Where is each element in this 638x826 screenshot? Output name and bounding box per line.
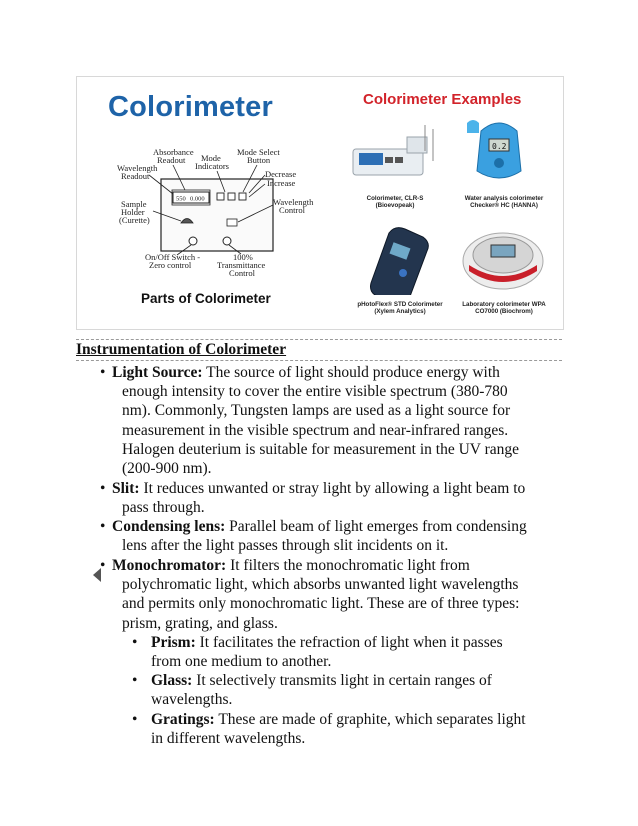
- bullet: •: [100, 364, 106, 381]
- colorimeter-parts-diagram: [77, 147, 327, 287]
- previous-page-arrow-icon[interactable]: [93, 568, 101, 582]
- label-curette: (Curette): [119, 215, 150, 225]
- text-line: nm). Commonly, Tungsten lamps are used as a light source for: [122, 402, 511, 419]
- example-2-maker: Checker® HC (HANNA): [470, 202, 538, 210]
- example-2-name: Water analysis colorimeter: [464, 195, 544, 202]
- text-line: It filters the monochromatic light from: [226, 557, 470, 574]
- figure-left-title: Colorimeter: [108, 91, 273, 123]
- example-caption-1: [345, 195, 445, 210]
- label-transmittance: Transmittance: [217, 260, 266, 270]
- sub-bullet: •: [132, 711, 138, 728]
- text-line: polychromatic light, which absorbs unwanted light wavelengths: [122, 576, 519, 593]
- text-line: in different wavelengths.: [151, 730, 306, 747]
- label-readout-2: Readout: [121, 171, 150, 181]
- text-line: and permits only monochromatic light. These are of three types:: [122, 595, 520, 612]
- colorimeter-figure: [76, 76, 564, 330]
- example-3-name: pHotoFlex® STD Colorimeter: [357, 301, 443, 308]
- text-line: measurement in the visible spectrum and near-infrared ranges.: [122, 422, 509, 439]
- example-3-maker: (Xylem Analytics): [374, 308, 426, 316]
- example-1-name: Colorimeter, CLR-S: [366, 195, 424, 202]
- example-caption-2: [449, 195, 559, 210]
- label-button: Button: [247, 155, 271, 165]
- divider-bottom: [76, 360, 562, 361]
- sub-bullet: •: [132, 634, 138, 651]
- figure-left-subtitle: Parts of Colorimeter: [141, 291, 271, 306]
- label-readout: Readout: [157, 155, 186, 165]
- divider-top: [76, 339, 562, 340]
- label-sample: Sample: [121, 199, 147, 209]
- list-item-monochromator: [112, 556, 470, 575]
- example-1-maker: (Bioevopeak): [375, 202, 415, 210]
- example-4-maker: CO7000 (Biochrom): [475, 308, 533, 316]
- onoff-knob: [189, 237, 197, 245]
- mode-indicator: [228, 193, 235, 200]
- text-line: It facilitates the refraction of light when it passes: [195, 634, 503, 651]
- term-slit: Slit:: [112, 480, 140, 497]
- photoflex-device-image: [345, 223, 445, 295]
- label-onoff: On/Off Switch -: [145, 252, 201, 262]
- label-indicators: Indicators: [195, 161, 229, 171]
- label-mode: Mode: [201, 153, 221, 163]
- list-item-condensing-lens: [112, 517, 527, 536]
- text-line: It selectively transmits light in certain ranges of: [192, 672, 492, 689]
- wpa-co7000-device-image: [459, 227, 549, 297]
- hanna-checker-device-image: [459, 115, 539, 195]
- text-line: prism, grating, and glass.: [122, 615, 278, 632]
- mode-indicator: [239, 193, 246, 200]
- list-item-slit: [112, 479, 525, 498]
- hanna-display-value: 0.2: [492, 142, 507, 151]
- example-caption-4: [449, 301, 559, 316]
- text-line: enough intensity to cover the entire visible spectrum (380-780: [122, 383, 508, 400]
- text-line: Parallel beam of light emerges from condensing: [225, 518, 527, 535]
- bullet: •: [100, 480, 106, 497]
- text-line: pass through.: [122, 499, 205, 516]
- display-value-2: 0.000: [190, 195, 205, 203]
- label-zero-control: Zero control: [149, 260, 192, 270]
- term-light-source: Light Source:: [112, 364, 203, 381]
- text-line: wavelengths.: [151, 691, 233, 708]
- text-line: lens after the light passes through slit incidents on it.: [122, 537, 449, 554]
- label-wavelength: Wavelength: [117, 163, 158, 173]
- label-mode-select: Mode Select: [237, 147, 280, 157]
- section-heading: Instrumentation of Colorimeter: [76, 341, 287, 358]
- text-line: from one medium to another.: [151, 653, 332, 670]
- term-condensing-lens: Condensing lens:: [112, 518, 226, 535]
- sub-item-prism: [151, 633, 503, 652]
- list-item-light-source: [112, 363, 500, 382]
- bullet: •: [100, 557, 106, 574]
- term-glass: Glass:: [151, 672, 193, 689]
- label-wavelength-control-2: Control: [279, 205, 305, 215]
- sub-bullet: •: [132, 672, 138, 689]
- mode-indicator: [217, 193, 224, 200]
- sub-item-gratings: [151, 710, 526, 729]
- clr-s-device-image: [345, 121, 445, 193]
- term-monochromator: Monochromator:: [112, 557, 227, 574]
- text-line: It reduces unwanted or stray light by allowing a light beam to: [139, 480, 526, 497]
- sub-item-glass: [151, 671, 492, 690]
- label-absorbance: Absorbance: [153, 147, 194, 157]
- transmittance-knob: [223, 237, 231, 245]
- label-100pct: 100%: [233, 252, 253, 262]
- figure-right-title: Colorimeter Examples: [363, 91, 522, 108]
- label-holder: Holder: [121, 207, 145, 217]
- bullet: •: [100, 518, 106, 535]
- text-line: These are made of graphite, which separates light: [214, 711, 526, 728]
- label-wavelength-control: Wavelength: [273, 197, 314, 207]
- label-decrease: Decrease: [265, 169, 297, 179]
- text-line: (200-900 nm).: [122, 460, 212, 477]
- wavelength-control-shape: [227, 219, 237, 226]
- text-line: Halogen deuterium is suitable for measurement in the UV range: [122, 441, 519, 458]
- term-prism: Prism:: [151, 634, 196, 651]
- term-gratings: Gratings:: [151, 711, 215, 728]
- display-value: 550: [176, 195, 186, 203]
- example-caption-3: [345, 301, 455, 316]
- label-increase: Increase: [267, 178, 296, 188]
- example-4-name: Laboratory colorimeter WPA: [462, 301, 546, 308]
- text-line: The source of light should produce energy with: [202, 364, 500, 381]
- label-control: Control: [229, 268, 255, 278]
